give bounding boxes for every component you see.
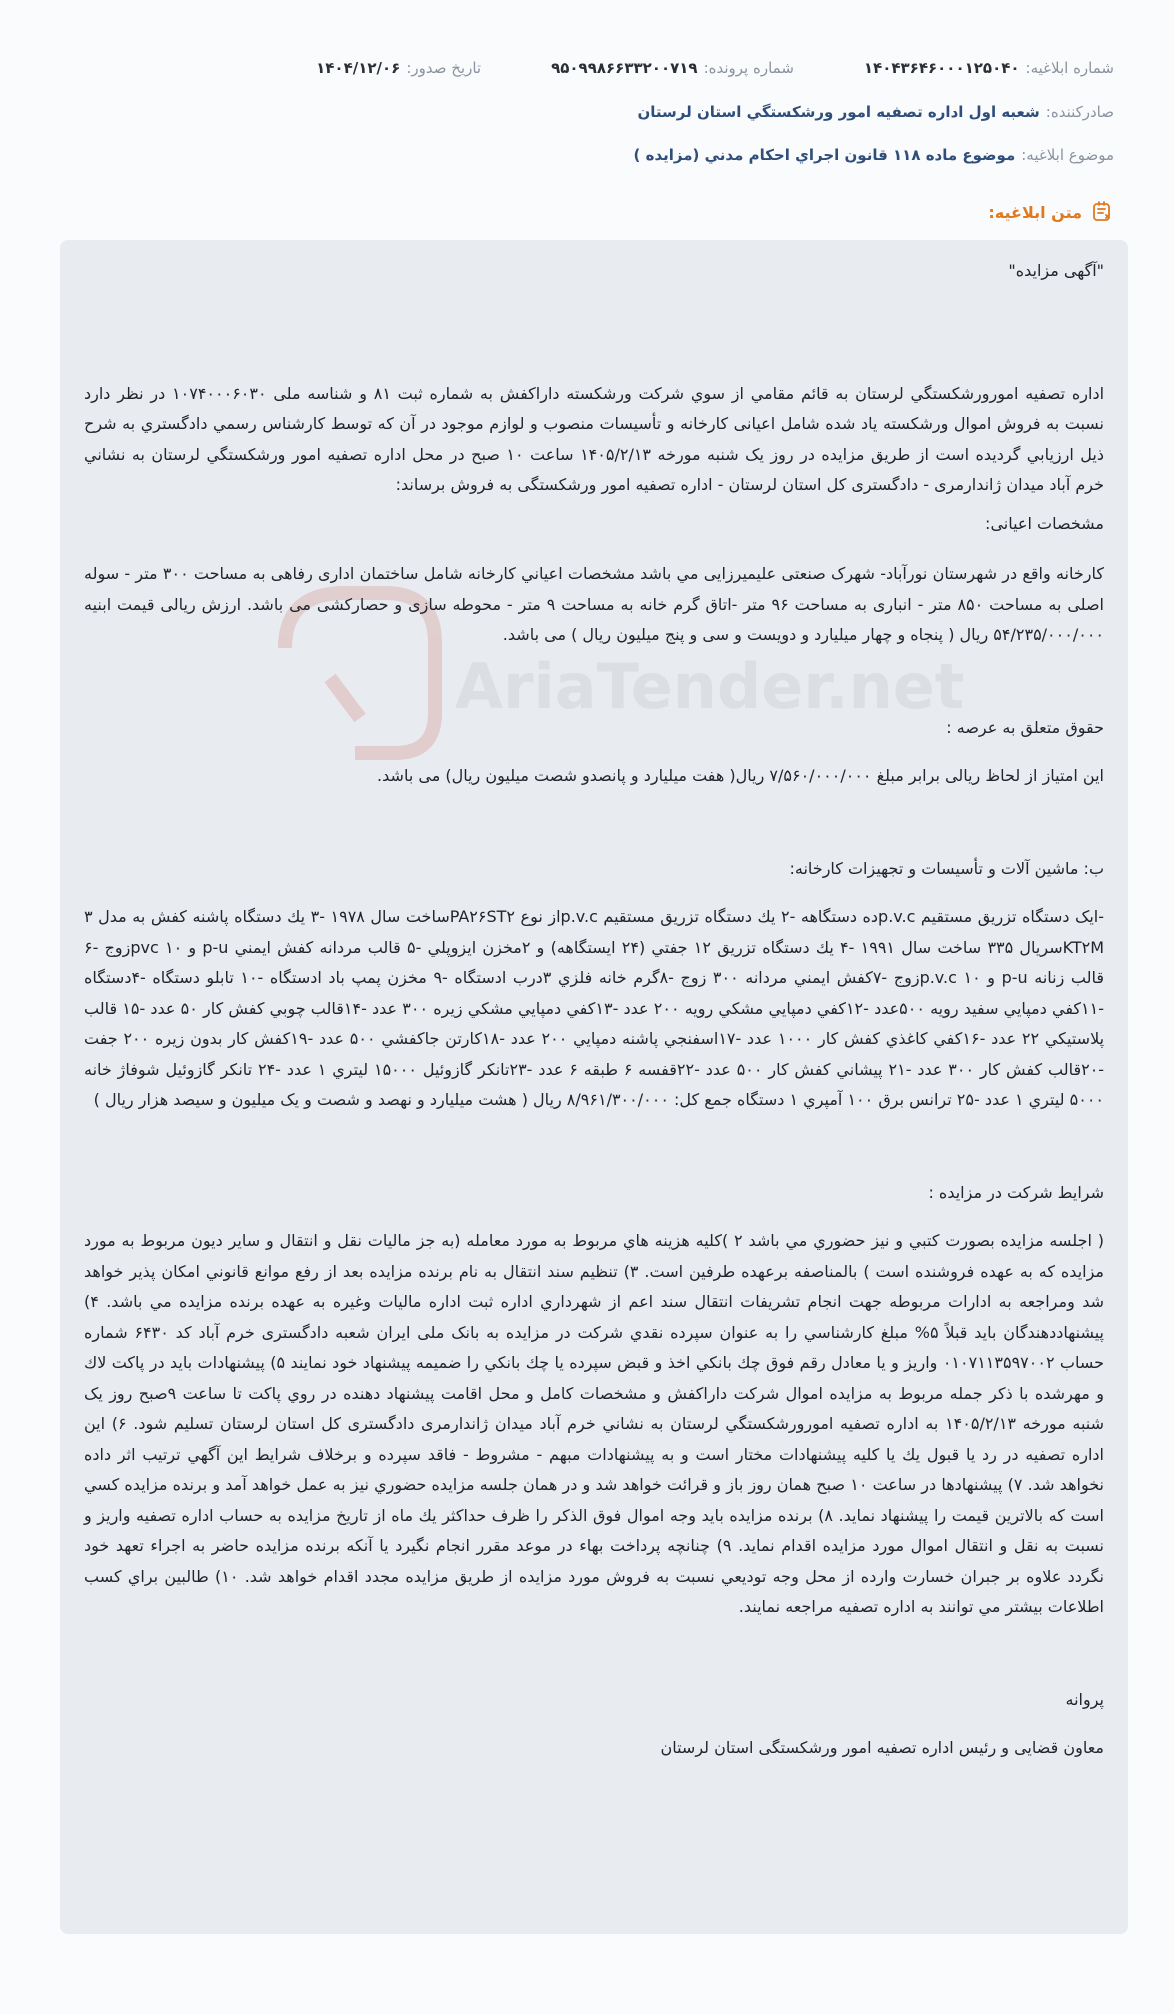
notice-heading: "آگهی مزایده" <box>1008 261 1104 280</box>
meta-row-issuer <box>60 96 1114 128</box>
notice-body <box>60 240 1128 1934</box>
body-title <box>988 198 1114 226</box>
conditions-heading: شرایط شرکت در مزایده : <box>928 1182 1104 1202</box>
file-number: ۹۵۰۹۹۸۶۶۳۳۲۰۰۷۱۹ <box>551 59 698 77</box>
notice-intro: اداره تصفیه امورورشکستگي لرستان به قائم مقامي از سوي شرکت ورشکسته داراکفش به شماره ثبت ۸۱ و شناسه ملی ۱۰۷۴۰۰۰۶۰۳۰ در نظر دارد نسبت به فروش اموال ورشکسته یاد شده شامل اعیانی کارخانه و تأسیسات منصوب و لوازم موجود در آن که توسط کارشناس رسمي دادگستري به شرح ذیل ارزيابي گرديده است از طريق مزايده در روز یک شنبه مورخه ۱۴۰۵/۲/۱۳ ساعت ۱۰ صبح در محل اداره تصفیه امور ورشکستگي لرستان به نشاني خرم آباد میدان ژاندارمری - دادگستری کل استان لرستان - اداره تصفیه امور ورشکستگی به فروش برساند: <box>84 383 1105 494</box>
machines-heading: ب: ماشین آلات و تأسیسات و تجهیزات کارخانه: <box>789 858 1104 878</box>
notice-number-label: شماره ابلاغيه: <box>1025 59 1114 77</box>
machines-text: -ایک دستگاه تزريق مستقيم p.v.cده دستگاهه -۲ يك دستگاه تزريق مستقيم p.v.cاز نوع PA۲۶ST۲ساخت سال ۱۹۷۸ -۳ يك دستگاه پاشنه کفش به مدل ۳ KT۲Mسريال ۳۳۵ ساخت سال ۱۹۹۱ -۴ يك دستگاه تزريق ۱۲ جفتي (۲۴ ايستگاهه) و ۲مخزن ايزوپلي -۵ قالب مردانه کفش ايمني p-u و pvc ۱۰زوج -۶ قالب زنانه p-u و p.v.c ۱۰زوج -۷کفش ايمني مردانه ۳۰۰ زوج -۸گرم خانه فلزي ۳درب ادستگاه -۹ مخزن پمپ باد ادستگاه -۱۰ تابلو دستگاه -۴دستگاه -۱۱کفي دمپايي سفيد رويه ۵۰۰عدد -۱۲کفي دمپايي مشکي رويه ۲۰۰ عدد -۱۳کفي دمپايي مشکي زيره ۳۰۰ عدد -۱۴قالب چوبي کفش کار ۵۰ عدد -۱۵ قالب پلاستيکي ۲۲ عدد -۱۶کفي کاغذي کفش کار ۱۰۰۰ عدد -۱۷اسفنجي پاشنه دمپايي ۲۰۰ عدد -۱۸کارتن جاکفشي ۵۰۰ عدد -۱۹کفش کار بدون زيره ۲۰۰ جفت -۲۰قالب کفش کار ۳۰۰ عدد -۲۱ پيشاني کفش کار ۵۰۰ عدد -۲۲قفسه ۶ طبقه ۶ عدد -۲۳تانکر گازوئيل ۱۵۰۰۰ ليتري ۱ عدد -۲۴ تانکر گازوئيل شوفاژ خانه ۵۰۰۰ ليتري ۱ عدد -۲۵ ترانس برق ۱۰۰ آمپري ۱ دستگاه جمع کل: ۸/۹۶۱/۳۰۰/۰۰۰ ريال ( هشت ميليارد و نهصد و شصت و يک ميليون و سيصد هزار ريال ) <box>84 907 1105 1109</box>
signoff: پروانه <box>1065 1689 1104 1709</box>
issuer-label: صادرکننده: <box>1045 103 1114 121</box>
file-number-item <box>551 59 794 77</box>
notice-content <box>84 240 1104 1764</box>
notice-number: ۱۴۰۴۳۶۴۶۰۰۰۱۲۵۰۴۰ <box>863 59 1020 77</box>
issue-date-label: تاريخ صدور: <box>406 59 482 77</box>
rights-heading: حقوق متعلق به عرصه : <box>946 717 1104 737</box>
specs-text: کارخانه واقع در شهرستان نورآباد- شهرک صنعتی علیمیرزایی مي باشد مشخصات اعیاني کارخانه شامل ساختمان اداری رفاهی به مساحت ۳۰۰ متر - سوله اصلی به مساحت ۸۵۰ متر - انباری به مساحت ۹۶ متر -اتاق گرم خانه به مساحت ۹ متر - محوطه سازی و حصارکشی می باشد. ارزش ریالی قیمت ابنیه ۵۴/۲۳۵/۰۰۰/۰۰۰ ریال ( پنجاه و چهار میلیارد و دویست و سی و پنج میلیون ریال ) می باشد. <box>84 564 1104 644</box>
subject: موضوع ماده ۱۱۸ قانون اجراي احکام مدني (مزايده ) <box>633 146 1016 164</box>
issuer: شعبه اول اداره تصفيه امور ورشکستگي استان لرستان <box>637 103 1040 121</box>
conditions-text: ( اجلسه مزایده بصورت کتبي و نيز حضوري مي باشد ۲ )کليه هزينه هاي مربوط به مورد معامله (به جز ماليات نقل و انتقال و ساير ديون مربوط به مورد مزايده که به عهده فروشنده است ) بالمناصفه برعهده طرفين است. ۳) تنظيم سند انتقال به نام برنده مزايده بعد از رفع موانع قانوني امکان پذير خواهد شد ومراجعه به ادارات مربوطه جهت انجام تشريفات انتقال سند اعم از شهرداري اداره ثبت اداره ماليات وغيره به عهده برنده مزايده مي باشد. ۴) پيشنهاددهندگان بايد قبلاً ۵% مبلغ کارشناسي را به عنوان سپرده نقدي شرکت در مزايده به بانک ملی ایران شعبه دادگستری خرم آباد کد ۶۴۳۰ شماره حساب ۰۱۰۷۱۱۳۵۹۷۰۰۲ واريز و يا معادل رقم فوق چك بانكي اخذ و قبض سپرده يا چك بانكي را ضميمه پيشنهاد خود نمايند ۵) پيشنهادات بايد در پاکت لاك و مهرشده با ذکر جمله مربوط به مزايده اموال شرکت داراکفش و مشخصات کامل و محل اقامت پيشنهاد دهنده در روي پاکت تا ساعت ۹صبح روز یک شنبه مورخه ۱۴۰۵/۲/۱۳ به اداره تصفیه امورورشکستگي لرستان به نشاني خرم آباد میدان ژاندارمری دادگستری کل استان لرستان تسليم شود. ۶) اين اداره تصفيه در رد يا قبول يك يا کليه پيشنهادات مختار است و به پيشنهادات مبهم - مشروط - فاقد سپرده و برخلاف شرايط اين آگهي ترتيب اثر داده نخواهد شد. ۷) پيشنهادها در ساعت ۱۰ صبح همان روز باز و قرائت خواهد شد و در همان جلسه مزايده حضوري نيز به عمل خواهد آمد و برنده مزايده کسي است که بالاترين قيمت را پيشنهاد نمايد. ۸) برنده مزايده بايد وجه اموال فوق الذکر را ظرف حداکثر يك ماه از تاريخ مزايده به حساب اداره تصفيه واريز و نسبت به نقل و انتقال اموال مورد مزايده اقدام نمايد. ۹) چنانچه پرداخت بهاء در موعد مقرر انجام نگيرد يا آنکه برنده مزايده حاضر به اجراء تعهد خود نگردد علاوه بر جبران خسارت وارده از محل وجه توديعي نسبت به فروش مورد مزايده از طريق مزايده مجدد اقدام خواهد شد. ۱۰) طالبين براي کسب اطلاعات بيشتر مي توانند به اداره تصفيه مراجعه نمايند. <box>84 1231 1105 1616</box>
specs-heading: مشخصات اعیانی: <box>985 513 1104 533</box>
meta-row-numbers <box>60 52 1114 84</box>
signature: معاون قضایی و رئیس اداره تصفیه امور ورشکستگی استان لرستان <box>660 1738 1104 1757</box>
file-number-label: شماره پرونده: <box>703 59 794 77</box>
rights-text: این امتیاز از لحاظ ریالی برابر مبلغ ۷/۵۶۰/۰۰۰/۰۰۰ ریال( هفت میلیارد و پانصدو شصت میلیون ریال) می باشد. <box>377 766 1104 785</box>
notice-number-item <box>864 59 1114 77</box>
body-title-label: متن ابلاغيه: <box>988 202 1082 222</box>
issue-date: ۱۴۰۴/۱۲/۰۶ <box>316 59 401 77</box>
issue-date-item <box>316 59 481 77</box>
meta-row-subject <box>60 139 1114 171</box>
subject-label: موضوع ابلاغيه: <box>1021 146 1114 164</box>
document-text-icon <box>1090 200 1114 224</box>
watermark-text: AriaTender.net <box>455 650 965 723</box>
